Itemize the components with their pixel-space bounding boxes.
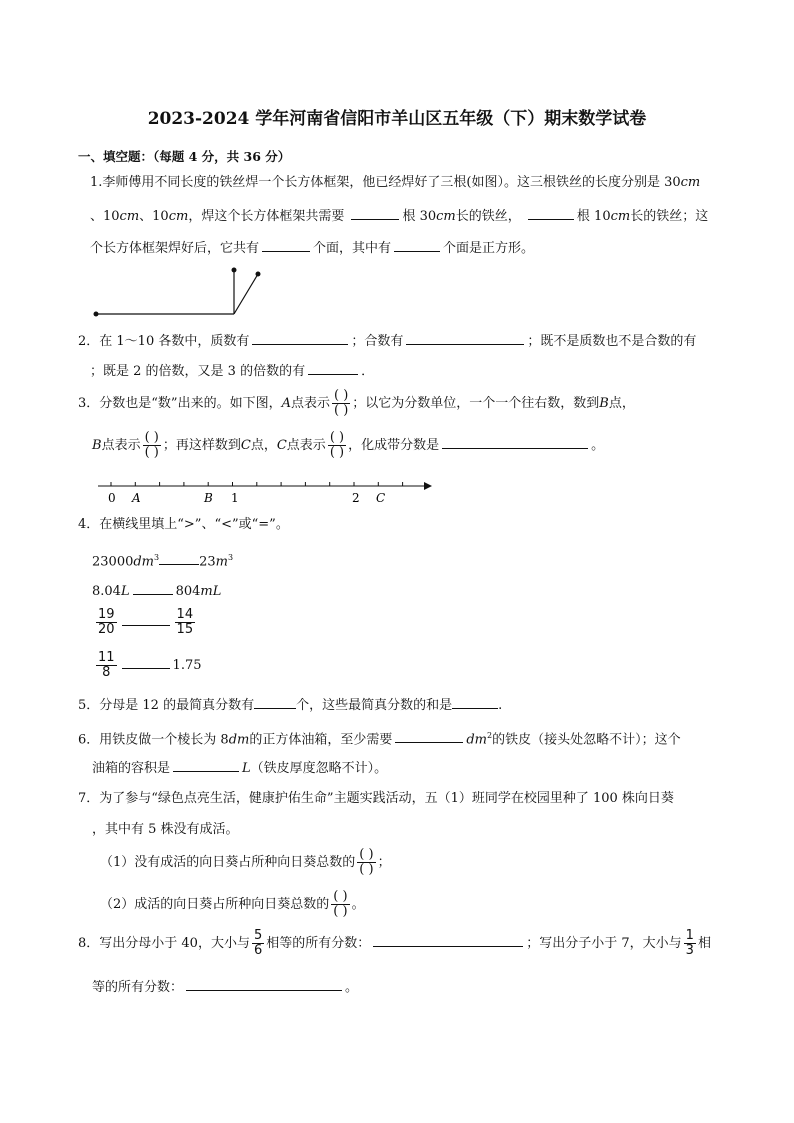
q6-blank-volume[interactable] [173,757,239,772]
q2-blank-composites[interactable] [406,330,524,345]
q6-blank-area[interactable] [395,728,463,743]
point-c-label: C [276,438,287,453]
q3-text: 3．分数也是“数”出来的。如下图， [78,396,282,411]
q3-text: ，化成带分数是 [348,438,440,453]
q4-line1: 4．在横线里填上“>”、“<”或“=”。 [78,517,289,532]
q3-text: 点表示 [290,396,330,411]
q8-line1: 8．写出分母小于 40，大小与 $\frac{5}{6}$ 相等的所有分数： ；写出分子小于 7，大小与 $\frac{1}{3}$ 相 [78,928,711,958]
q4-row3 [94,607,197,637]
fraction-1-3: $\frac{1}{3}$ [685,928,694,958]
q1-text: 长的铁丝；这 [630,209,709,224]
q2-text: ；既不是质数也不是合数的有 [527,334,697,349]
q7-fraction-blank-1[interactable]: $\frac{( )}{( )}$ [359,847,374,877]
point-b-label: B [92,438,102,453]
q2-line1 [78,330,696,352]
q3-text: 点表示 [101,438,141,453]
q1-blank-c[interactable] [262,237,310,252]
q4-row2: 8.04L 804mL [92,580,221,602]
q1-text: 个面，其中有 [313,241,392,256]
q1-text1: 1.李师傅用不同长度的铁丝焊一个长方体框架，他已经焊好了三根(如图）。这三根铁丝的长度分别是 30 [90,175,681,190]
q1-text: 、10 [139,209,169,224]
q3-blank-mixed[interactable] [442,434,588,449]
tick-c: C [376,491,386,505]
q1-blank-a[interactable] [351,205,399,220]
point-c-label: C [240,438,251,453]
q1-line3 [90,237,534,259]
tick-1: 1 [231,491,239,505]
q3-text: 点， [608,396,635,411]
q6-line2: 油箱的容积是 L（铁皮厚度忽略不计）。 [92,757,387,779]
q5-line: 5．分母是 12 的最简真分数有 个，这些最简真分数的和是 . [78,694,502,716]
q3-fraction-blank-a[interactable]: $\frac{( )}{( )}$ [333,388,349,418]
q3-text: 点表示 [286,438,326,453]
q3-fraction-blank-c[interactable]: $\frac{( )}{( )}$ [329,430,345,460]
q4-row1: $23000dm^3$ $23m^3$ [92,548,233,572]
q4-blank-4[interactable] [122,650,170,669]
q2-blank-multiples[interactable] [308,360,358,375]
q7-fraction-blank-2[interactable]: $\frac{( )}{( )}$ [333,889,348,919]
point-b-label: B [599,396,609,411]
q7-part2: （2）成活的向日葵占所种向日葵总数的 $\frac{( )}{( )}$ 。 [100,889,365,919]
unit-cm: cm [119,209,140,224]
q8-blank-1[interactable] [373,932,523,947]
q7-line1: 7．为了参与“绿色点亮生活，健康护佑生命”主题实践活动，五（1）班同学在校园里种了 100 株向日葵 [78,791,674,806]
q3-fraction-blank-b[interactable]: $\frac{( )}{( )}$ [144,430,159,460]
q2-line2: ；既是 2 的倍数，又是 3 的倍数的有 ． [90,360,374,382]
q2-blank-primes[interactable] [252,330,348,345]
fraction-5-6: $\frac{5}{6}$ [253,928,263,958]
q7-line2: ，其中有 5 株没有成活。 [92,822,239,837]
q3-text: ；以它为分数单位，一个一个往右数，数到 [352,396,600,411]
q1-wire-figure [88,262,278,322]
unit-cm: cm [680,175,701,190]
q3-number-line [90,478,435,508]
q1-text: 个长方体框架焊好后，它共有 [90,241,260,256]
q8-blank-2[interactable] [186,976,342,991]
q1-text: 、10 [90,209,120,224]
tick-a: A [132,491,141,505]
q3-line2: B点表示 $\frac{( )}{( )}$ ；再这样数到C点，C点表示 $\frac{( )}{( )}$ ，化成带分数是 。 [92,430,605,460]
tick-b: B [204,491,213,505]
q1-text: 根 30 [402,209,437,224]
q1-blank-d[interactable] [394,237,440,252]
q3-text: 点， [250,438,277,453]
section-heading: 一、填空题：（每题 4 分，共 36 分） [78,149,291,164]
tick-2: 2 [352,491,360,505]
q1-line2 [90,205,708,227]
q1-text: 个面是正方形。 [443,241,535,256]
q2-text: ；合数有 [351,334,404,349]
fraction-19-20: $\frac{19}{20}$ [98,607,115,637]
q3-text: ；再这样数到 [162,438,241,453]
q4-blank-3[interactable] [122,607,170,626]
q1-line1 [90,173,700,193]
q4-blank-2[interactable] [133,580,173,595]
point-a-label: A [281,396,291,411]
q3-line1 [78,388,635,420]
tick-0: 0 [108,491,116,505]
q5-blank-count[interactable] [254,694,296,709]
unit-cm: cm [610,209,631,224]
q7-part1: （1）没有成活的向日葵占所种向日葵总数的 $\frac{( )}{( )}$ ； [100,847,391,877]
q5-blank-sum[interactable] [452,694,498,709]
q1-text: 长的铁丝， [455,209,521,224]
q8-line2: 等的所有分数： 。 [92,976,358,998]
unit-cm: cm [168,209,189,224]
q1-text: 根 10 [576,209,611,224]
q1-text: ，焊这个长方体框架共需要 [188,209,345,224]
q2-text: 2．在 1～10 各数中，质数有 [78,334,250,349]
q1-blank-b[interactable] [528,205,574,220]
q4-row4: $\frac{11}{8}$ 1.75 [98,650,202,680]
page-title: 2023-2024 学年河南省信阳市羊山区五年级（下）期末数学试卷 [147,109,647,129]
fraction-14-15: $\frac{14}{15}$ [176,607,194,637]
q2-text: ；既是 2 的倍数，又是 3 的倍数的有 [90,364,306,379]
unit-cm: cm [436,209,456,224]
fraction-11-8: $\frac{11}{8}$ [98,650,115,680]
q6-line1: 6．用铁皮做一个棱长为 8dm的正方体油箱，至少需要 $dm^2$的铁皮（接头处忽略不计）；这个 [78,726,681,750]
q4-blank-1[interactable] [159,550,199,565]
